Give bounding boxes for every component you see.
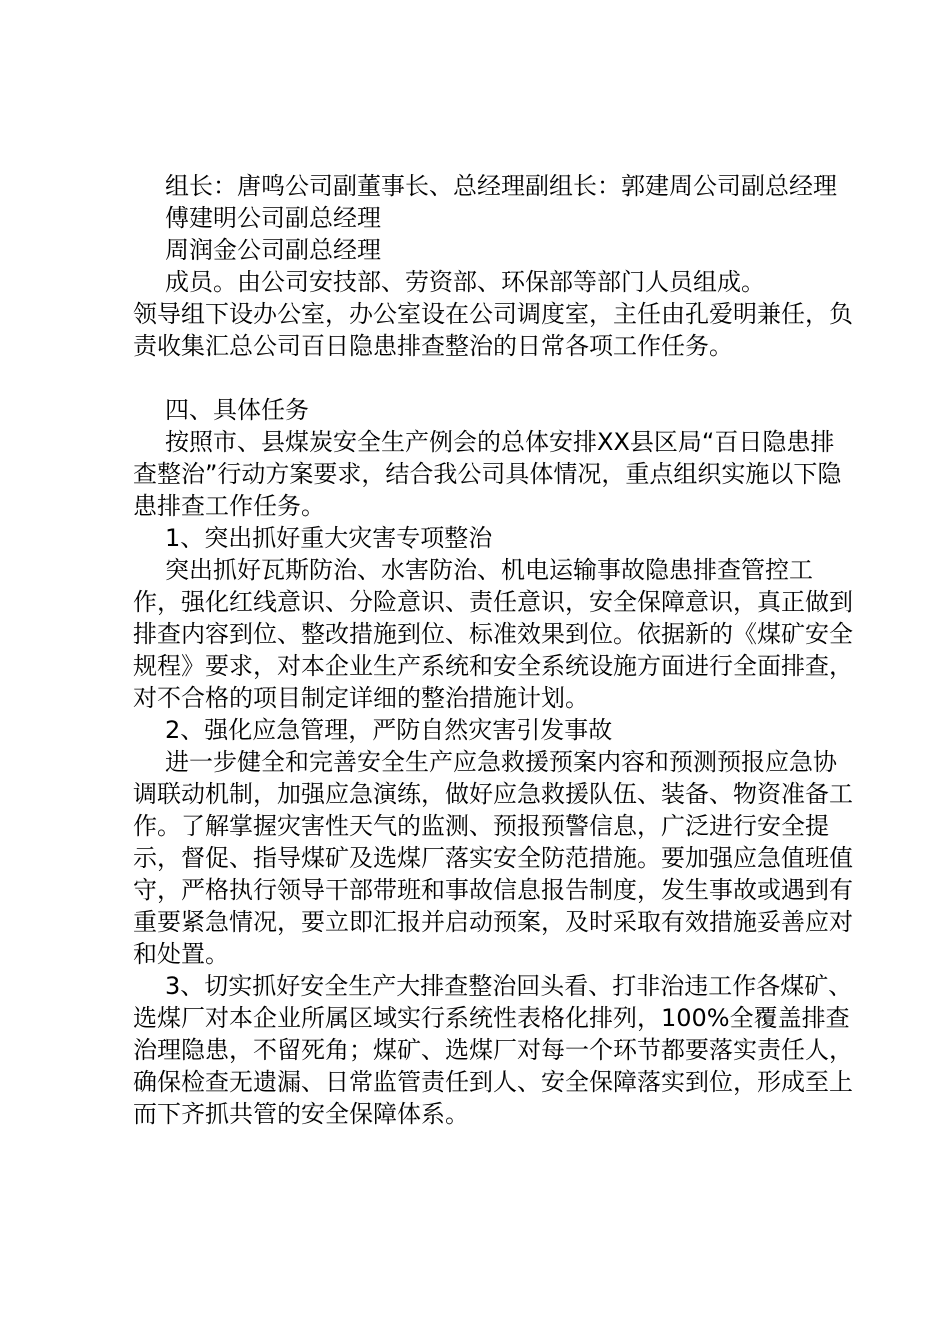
section-heading-tasks: 四、具体任务 — [165, 396, 309, 424]
paragraph-leader-group: 组长：唐鸣公司副董事长、总经理副组长：郭建周公司副总经理 — [165, 172, 837, 200]
paragraph-deputy-2: 周润金公司副总经理 — [165, 236, 381, 264]
paragraph-task-1: 突出抓好瓦斯防治、水害防治、机电运输事故隐患排查管控工作，强化红线意识、分险意识、责任意识，安全保障意识，真正做到排查内容到位、整改措施到位、标准效果到位。依据新的《煤矿安全规程》要求，对本企业生产系统和安全系统设施方面进行全面排查，对不合格的项目制定详细的整治措施计划。 — [133, 556, 853, 712]
paragraph-task-3: 3、切实抓好安全生产大排查整治回头看、打非治违工作各煤矿、选煤厂对本企业所属区域实行系统性表格化排列，100%全覆盖排查治理隐患，不留死角；煤矿、选煤厂对每一个环节都要落实责任人，确保检查无遗漏、日常监管责任到人、安全保障落实到位，形成至上而下齐抓共管的安全保障体系。 — [133, 972, 853, 1128]
document-body — [133, 170, 853, 1130]
paragraph-deputy-1: 傅建明公司副总经理 — [165, 204, 381, 232]
paragraph-office: 领导组下设办公室，办公室设在公司调度室，主任由孔爱明兼任，负责收集汇总公司百日隐患排查整治的日常各项工作任务。 — [133, 300, 853, 360]
paragraph-members: 成员。由公司安技部、劳资部、环保部等部门人员组成。 — [165, 268, 765, 296]
paragraph-task-2: 进一步健全和完善安全生产应急救援预案内容和预测预报应急协调联动机制，加强应急演练，做好应急救援队伍、装备、物资准备工作。了解掌握灾害性天气的监测、预报预警信息，广泛进行安全提示，督促、指导煤矿及选煤厂落实安全防范措施。要加强应急值班值守，严格执行领导干部带班和事故信息报告制度，发生事故或遇到有重要紧急情况，要立即汇报并启动预案，及时采取有效措施妥善应对和处置。 — [133, 748, 853, 968]
subheading-task-2: 2、强化应急管理，严防自然灾害引发事故 — [165, 716, 613, 744]
subheading-task-1: 1、突出抓好重大灾害专项整治 — [165, 524, 493, 552]
paragraph-gap — [133, 362, 853, 394]
paragraph-tasks-intro: 按照市、县煤炭安全生产例会的总体安排XX县区局“百日隐患排查整治”行动方案要求，结合我公司具体情况，重点组织实施以下隐患排查工作任务。 — [133, 428, 842, 520]
